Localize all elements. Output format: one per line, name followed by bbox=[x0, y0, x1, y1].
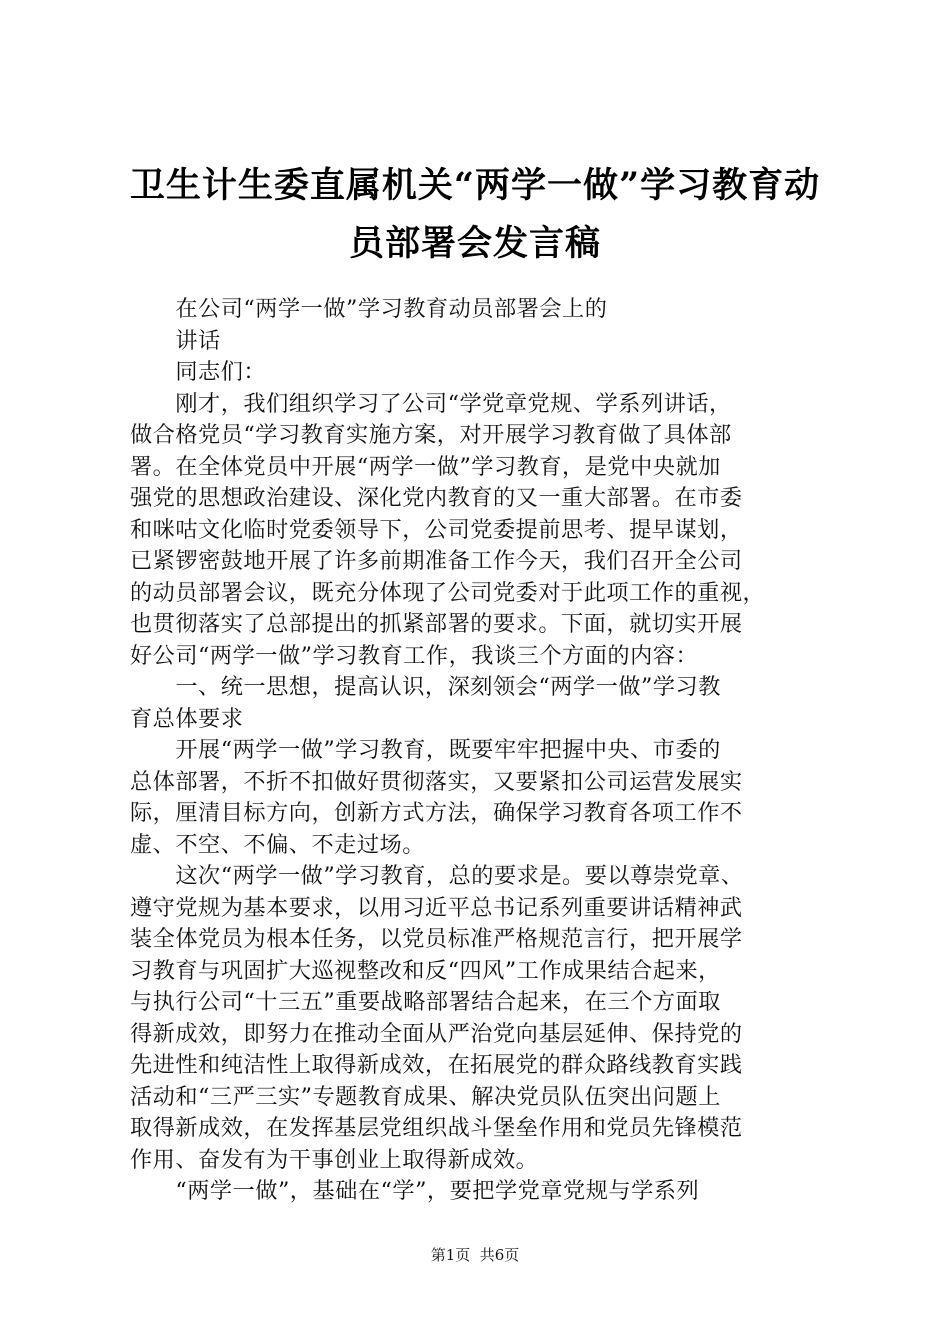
body-line: 得新成效，即努力在推动全面从严治党向基层延伸、保持党的 bbox=[130, 1020, 743, 1047]
body-line: 总体部署，不折不扣做好贯彻落实，又要紧扣公司运营发展实 bbox=[130, 768, 743, 795]
body-line: 刚才，我们组织学习了公司“学党章党规、学系列讲话， bbox=[130, 390, 732, 417]
body-line: 好公司“两学一做”学习教育工作，我谈三个方面的内容： bbox=[130, 642, 699, 669]
body-line: 在公司“两学一做”学习教育动员部署会上的 bbox=[130, 296, 608, 322]
body-line: 先进性和纯洁性上取得新成效，在拓展党的群众路线教育实践 bbox=[130, 1052, 743, 1078]
document-title-line-1: 卫生计生委直属机关“两学一做”学习教育动 bbox=[129, 165, 821, 206]
body-line: 开展“两学一做”学习教育，既要牢牢把握中央、市委的 bbox=[130, 737, 721, 763]
body-line: 这次“两学一做”学习教育，总的要求是。要以尊崇党章、 bbox=[130, 863, 744, 889]
body-line: 已紧锣密鼓地开展了许多前期准备工作今天，我们召开全公司 bbox=[130, 548, 743, 574]
document-title-line-2: 员部署会发言稿 bbox=[348, 223, 601, 264]
body-line: “两学一做”，基础在“学”，要把学党章党规与学系列 bbox=[130, 1178, 700, 1204]
body-line: 虚、不空、不偏、不走过场。 bbox=[130, 831, 425, 858]
body-line: 署。在全体党员中开展“两学一做”学习教育，是党中央就加 bbox=[130, 453, 721, 480]
body-line: 与执行公司“十三五”重要战略部署结合起来，在三个方面取 bbox=[130, 989, 721, 1015]
body-line: 也贯彻落实了总部提出的抓紧部署的要求。下面，就切实开展 bbox=[130, 611, 743, 637]
body-line: 的动员部署会议，既充分体现了公司党委对于此项工作的重视， bbox=[130, 579, 766, 606]
body-line: 一、统一思想，提高认识，深刻领会“两学一做”学习教 bbox=[130, 674, 721, 700]
body-line: 育总体要求 bbox=[130, 705, 244, 732]
body-line: 和咪咕文化临时党委领导下，公司党委提前思考、提早谋划， bbox=[130, 516, 743, 543]
body-line: 活动和“三严三实”专题教育成果、解决党员队伍突出问题上 bbox=[130, 1083, 721, 1110]
page-footer: 第1页 共6页 bbox=[430, 1246, 520, 1264]
body-line: 讲话 bbox=[130, 327, 221, 354]
body-line: 习教育与巩固扩大巡视整改和反“四风”工作成果结合起来， bbox=[130, 957, 721, 984]
body-line: 做合格党员“学习教育实施方案，对开展学习教育做了具体部 bbox=[130, 422, 732, 448]
body-line: 作用、奋发有为干事创业上取得新成效。 bbox=[130, 1146, 539, 1173]
document-body bbox=[130, 294, 836, 1208]
body-line: 取得新成效，在发挥基层党组织战斗堡垒作用和党员先锋模范 bbox=[130, 1115, 743, 1141]
body-line: 强党的思想政治建设、深化党内教育的又一重大部署。在市委 bbox=[130, 485, 743, 511]
body-line: 装全体党员为根本任务，以党员标准严格规范言行，把开展学 bbox=[130, 926, 743, 952]
body-line: 同志们： bbox=[130, 359, 267, 385]
body-line: 际，厘清目标方向，创新方式方法，确保学习教育各项工作不 bbox=[130, 800, 743, 826]
body-line: 遵守党规为基本要求，以用习近平总书记系列重要讲话精神武 bbox=[130, 894, 743, 921]
